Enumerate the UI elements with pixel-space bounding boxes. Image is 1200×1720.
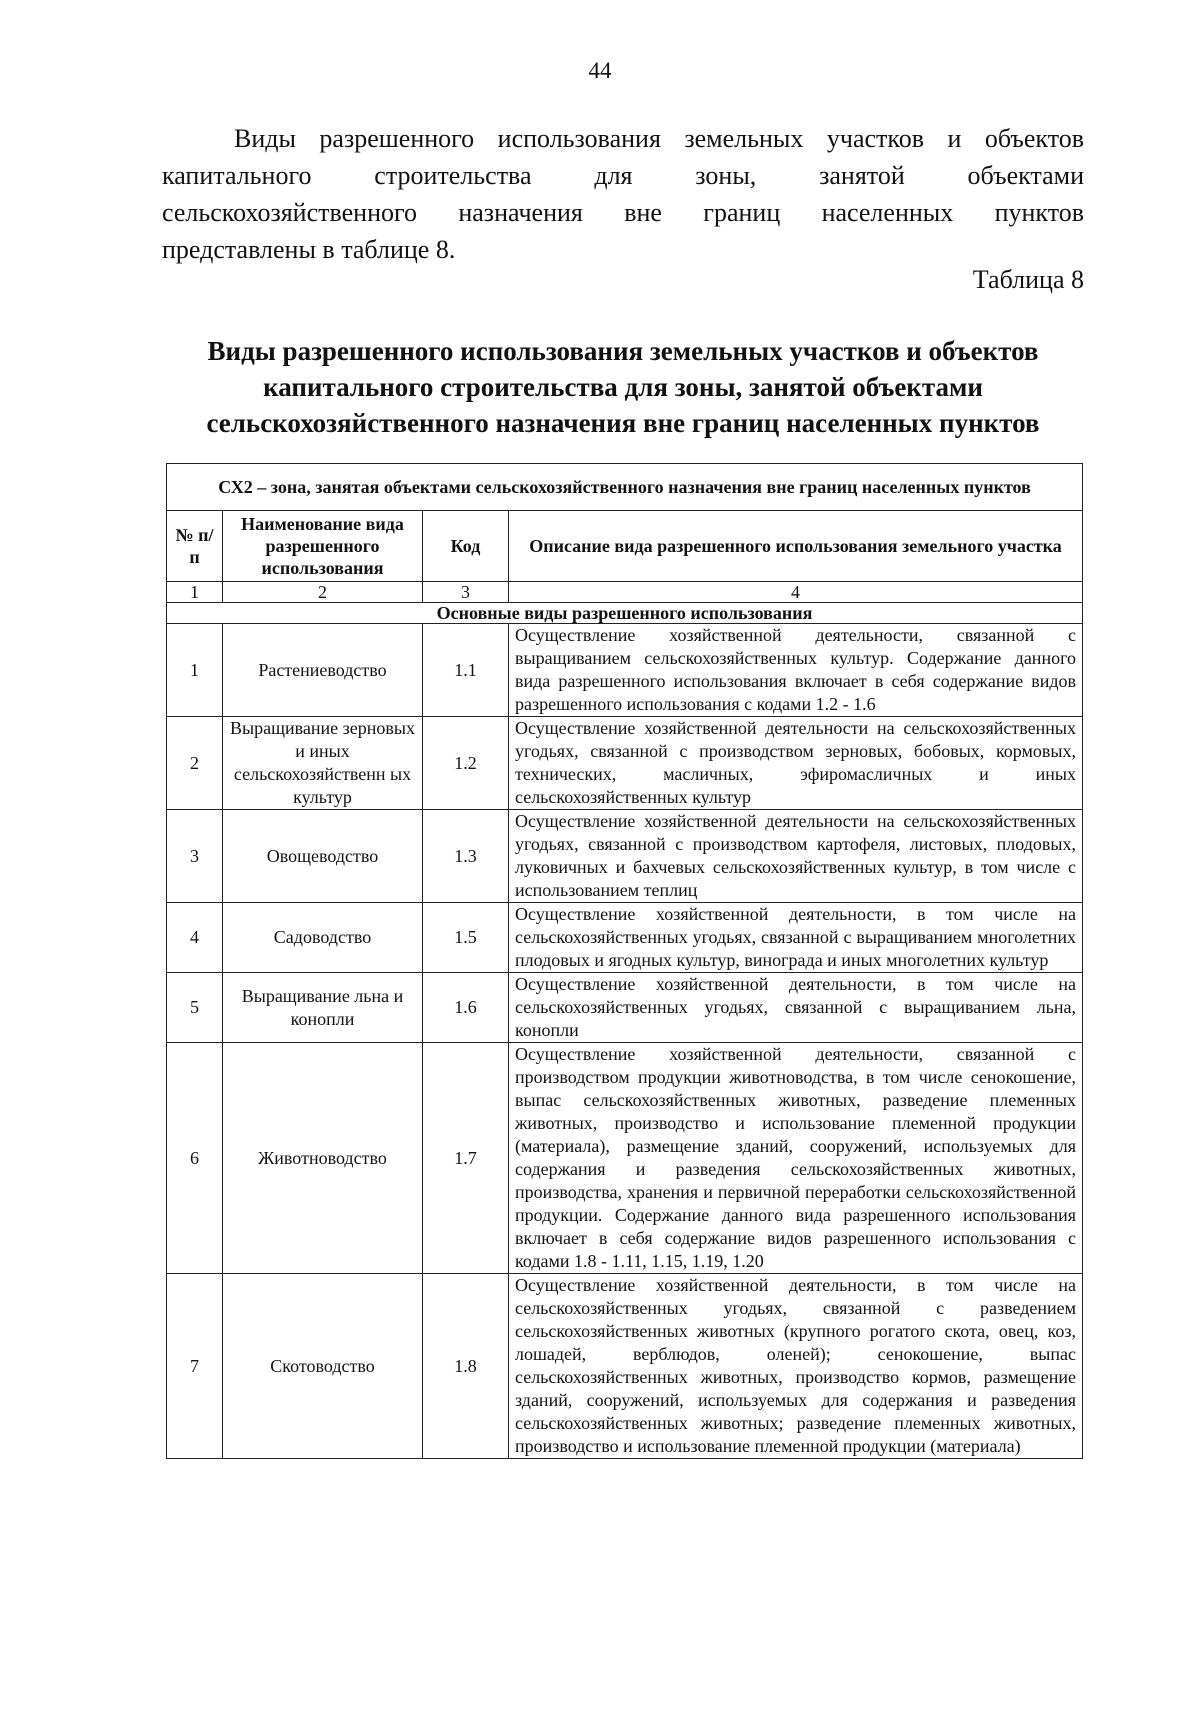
row-name: Садоводство [223, 903, 423, 973]
column-number: 4 [509, 582, 1083, 603]
header-code: Код [423, 511, 509, 582]
row-number: 4 [167, 903, 223, 973]
row-code: 1.5 [423, 903, 509, 973]
row-description: Осуществление хозяйственной деятельности на сельскохозяйственных угодьях, связанной с производством картофеля, листовых, плодовых, луковичных и бахчевых сельскохозяйственных культур, в том числе с использованием теплиц [509, 810, 1083, 903]
header-description: Описание вида разрешенного использования земельного участка [509, 511, 1083, 582]
row-name: Выращивание зерновых и иных сельскохозяйственн ых культур [223, 717, 423, 810]
table-title-line: Виды разрешенного использования земельных участков и объектов [207, 336, 1039, 366]
row-name: Растениеводство [223, 624, 423, 717]
row-name: Выращивание льна и конопли [223, 973, 423, 1043]
table-label: Таблица 8 [972, 265, 1084, 294]
row-number: 2 [167, 717, 223, 810]
intro-line: представлены в таблице 8. [162, 235, 456, 264]
table-title-line: капитального строительства для зоны, занятой объектами [263, 372, 983, 402]
row-name: Овощеводство [223, 810, 423, 903]
zone-header-row [167, 464, 1083, 511]
section-title: Основные виды разрешенного использования [167, 603, 1083, 624]
row-number: 7 [167, 1274, 223, 1459]
column-header-row [167, 511, 1083, 582]
column-number-row [167, 582, 1083, 603]
land-use-table [166, 463, 1083, 1459]
row-code: 1.7 [423, 1043, 509, 1274]
row-name: Скотоводство [223, 1274, 423, 1459]
intro-line: сельскохозяйственного назначения вне границ населенных пунктов [162, 198, 1084, 227]
row-name: Животноводство [223, 1043, 423, 1274]
intro-line: Виды разрешенного использования земельных участков и объектов [234, 124, 1084, 153]
section-row [167, 603, 1083, 624]
table-row [167, 624, 1083, 717]
row-number: 6 [167, 1043, 223, 1274]
row-number: 3 [167, 810, 223, 903]
header-name: Наименование вида разрешенного использования [223, 511, 423, 582]
header-num: № п/п [167, 511, 223, 582]
table-row [167, 973, 1083, 1043]
intro-paragraph [162, 120, 1084, 268]
table-row [167, 1274, 1083, 1459]
table-row [167, 810, 1083, 903]
row-code: 1.8 [423, 1274, 509, 1459]
table-title-line: сельскохозяйственного назначения вне границ населенных пунктов [206, 408, 1040, 438]
row-description: Осуществление хозяйственной деятельности, в том числе на сельскохозяйственных угодьях, связанной с разведением сельскохозяйственных животных (крупного рогатого скота, овец, коз, лошадей, верблюдов, оленей); сенокошение, выпас сельскохозяйственных животных, производство кормов, размещение зданий, сооружений, используемых для содержания и разведения сельскохозяйственных животных; разведение племенных животных, производство и использование племенной продукции (материала) [509, 1274, 1083, 1459]
zone-header: СХ2 – зона, занятая объектами сельскохозяйственного назначения вне границ населенных пунктов [167, 464, 1083, 511]
row-number: 1 [167, 624, 223, 717]
row-description: Осуществление хозяйственной деятельности, связанной с выращиванием сельскохозяйственных культур. Содержание данного вида разрешенного использования включает в себя содержание видов разрешенного использования с кодами 1.2 - 1.6 [509, 624, 1083, 717]
table-row [167, 717, 1083, 810]
row-code: 1.3 [423, 810, 509, 903]
row-description: Осуществление хозяйственной деятельности, в том числе на сельскохозяйственных угодьях, связанной с выращиванием многолетних плодовых и ягодных культур, винограда и иных многолетних культур [509, 903, 1083, 973]
table-row [167, 903, 1083, 973]
table-row [167, 1043, 1083, 1274]
page-number: 44 [588, 58, 612, 83]
row-code: 1.2 [423, 717, 509, 810]
row-description: Осуществление хозяйственной деятельности на сельскохозяйственных угодьях, связанной с производством зерновых, бобовых, кормовых, технических, масличных, эфиромасличных и иных сельскохозяйственных культур [509, 717, 1083, 810]
row-number: 5 [167, 973, 223, 1043]
intro-line: капитального строительства для зоны, занятой объектами [162, 161, 1084, 190]
column-number: 3 [423, 582, 509, 603]
row-description: Осуществление хозяйственной деятельности, связанной с производством продукции животноводства, в том числе сенокошение, выпас сельскохозяйственных животных, разведение племенных животных, производство и использование племенной продукции (материала), размещение зданий, сооружений, используемых для содержания и разведения сельскохозяйственных животных, производства, хранения и первичной переработки сельскохозяйственной продукции. Содержание данного вида разрешенного использования включает в себя содержание видов разрешенного использования с кодами 1.8 - 1.11, 1.15, 1.19, 1.20 [509, 1043, 1083, 1274]
row-code: 1.1 [423, 624, 509, 717]
table-title [150, 333, 1096, 441]
column-number: 1 [167, 582, 223, 603]
row-description: Осуществление хозяйственной деятельности, в том числе на сельскохозяйственных угодьях, связанной с выращиванием льна, конопли [509, 973, 1083, 1043]
column-number: 2 [223, 582, 423, 603]
row-code: 1.6 [423, 973, 509, 1043]
